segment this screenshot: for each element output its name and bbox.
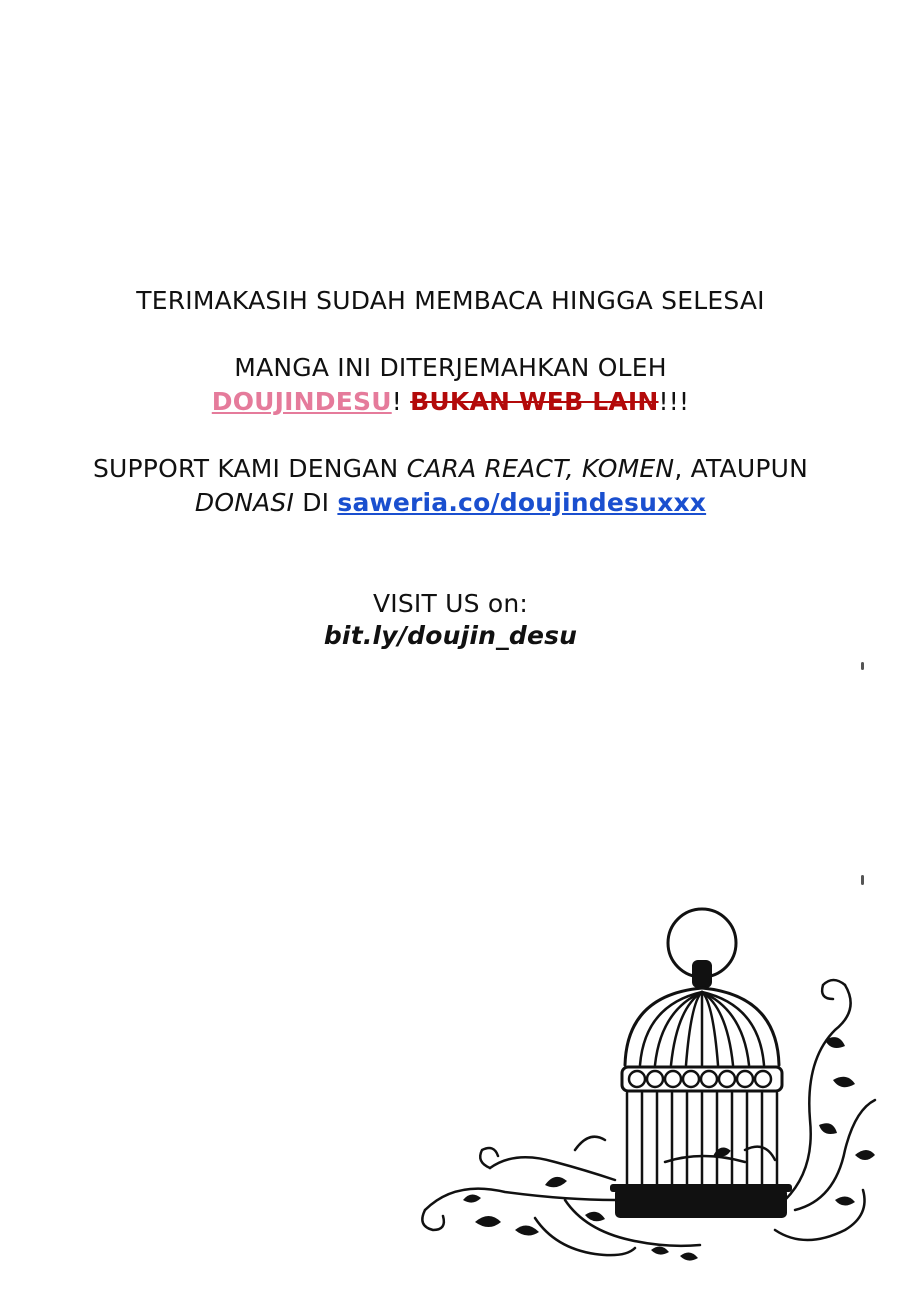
- visit-label-line: [0, 589, 901, 618]
- donation-link[interactable]: saweria.co/doujindesuxxx: [337, 488, 707, 517]
- visit-label: VISIT US on:: [372, 589, 528, 618]
- birdcage-illustration: [415, 900, 885, 1280]
- support-prefix: SUPPORT KAMI DENGAN: [92, 454, 407, 483]
- visit-link-line: [0, 621, 901, 650]
- edge-mark: [861, 662, 864, 670]
- exclaim-one: !: [391, 387, 402, 416]
- support-suffix: , ATAUPUN: [674, 454, 809, 483]
- thanks-text: TERIMAKASIH SUDAH MEMBACA HINGGA SELESAI: [136, 286, 765, 315]
- visit-link[interactable]: bit.ly/doujin_desu: [323, 621, 578, 650]
- not-other-site-text: BUKAN WEB LAIN: [410, 387, 659, 416]
- thanks-line: [0, 286, 901, 315]
- donation-line: [0, 488, 901, 517]
- donasi-text: DONASI: [194, 488, 295, 517]
- di-text: DI: [294, 488, 338, 517]
- support-italic: CARA REACT, KOMEN: [406, 454, 675, 483]
- exclaim-three: !!!: [658, 387, 690, 416]
- translator-line: [0, 387, 901, 416]
- translated-by-line: [0, 353, 901, 382]
- edge-mark: [861, 875, 864, 885]
- translated-by-text: MANGA INI DITERJEMAHKAN OLEH: [234, 353, 667, 382]
- support-line: [0, 454, 901, 483]
- translator-link[interactable]: DOUJINDESU: [211, 387, 392, 416]
